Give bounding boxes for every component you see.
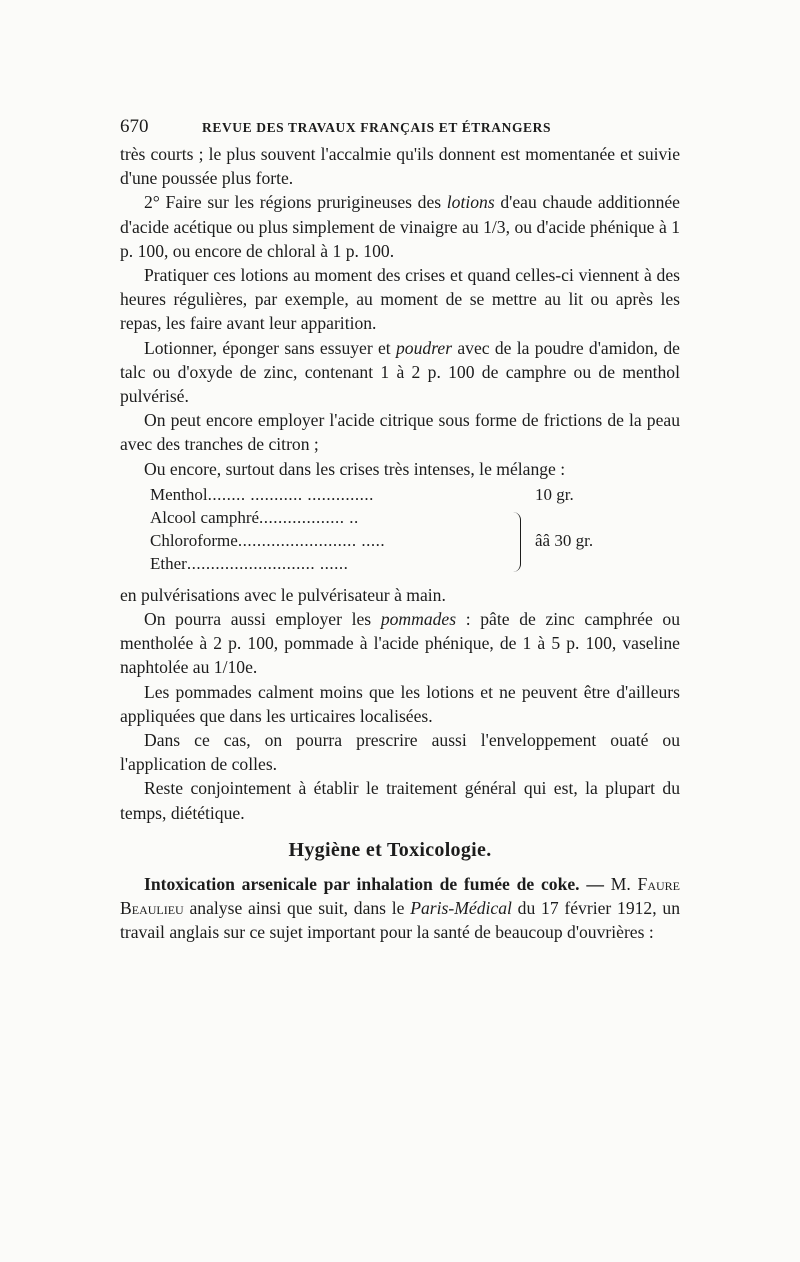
paragraph-9: Les pommades calment moins que les lotions et ne peuvent être d'ailleurs appliquées que dans les urticaires localisées. [120,681,680,726]
journal-title: Paris-Médical [410,898,512,919]
running-title: REVUE DES TRAVAUX FRANÇAIS ET ÉTRANGERS [202,120,552,135]
text-run: du 17 février 1912, un travail anglais sur ce sujet important pour la santé de beaucoup d'ouvrières : [120,898,680,943]
emphasis-poudrer: poudrer [396,337,453,358]
text-run: Lotionner, éponger sans essuyer et [144,337,396,358]
section-heading: Hygiène et Toxicologie. [288,838,492,861]
emphasis-lotions: lotions [446,192,495,213]
paragraph-4 [120,336,680,409]
text-run: M. [603,873,638,894]
grouping-brace [513,512,521,572]
shared-quantity: ââ 30 gr. [535,530,594,550]
leader-dots: ........................... ...... [186,553,349,573]
leader-dots: ........ ........... .............. [207,484,374,504]
paragraph-2 [120,190,680,263]
author-name: Beaulieu [120,898,184,919]
text-run: 2° Faire sur les régions prurigineuses des [144,192,447,213]
paragraph-5: On peut encore employer l'acide citrique sous forme de frictions de la peau avec des tranches de citron ; [120,410,680,455]
prescription-formula [120,483,680,581]
text-run: On pourra aussi employer les [144,609,381,630]
leader-dots: ......................... ..... [237,530,386,550]
paragraph-1: très courts ; le plus souvent l'accalmie qu'ils donnent est momentanée et suivie d'une poussée plus forte. [120,144,680,189]
formula-row [150,483,374,507]
paragraph-11: Reste conjointement à établir le traitement général qui est, la plupart du temps, diététique. [120,778,680,823]
article-title: Intoxication arsenicale par inhalation de fumée de coke. — [144,873,604,894]
text-run: : pâte de zinc camphrée ou mentholée à 2 p. 100, pommade à l'acide phénique, de 1 à 5 p. 100, vaseline naphtolée au 1/10e. [120,609,680,678]
ingredient-name: Menthol [150,484,208,504]
text-run: analyse ainsi que suit, dans le [183,898,411,919]
emphasis-pommades: pommades [380,609,457,630]
page [120,116,680,944]
ingredient-name: Chloroforme [150,530,238,550]
paragraph-7: en pulvérisations avec le pulvérisateur à main. [120,584,446,605]
paragraph-6: Ou encore, surtout dans les crises très intenses, le mélange : [144,458,566,479]
text-run: avec de la poudre d'amidon, de talc ou d'oxyde de zinc, contenant 1 à 2 p. 100 de camphre ou de menthol pulvérisé. [120,337,680,407]
running-header [120,116,680,142]
article-paragraph [120,872,680,945]
formula-row [150,529,385,553]
ingredient-name: Alcool camphré [150,507,260,527]
author-name: Faure [637,873,680,894]
page-number: 670 [120,116,149,137]
paragraph-10: Dans ce cas, on pourra prescrire aussi l'enveloppement ouaté ou l'application de colles. [120,730,680,775]
paragraph-3: Pratiquer ces lotions au moment des crises et quand celles-ci viennent à des heures régulières, par exemple, au moment de se mettre au lit ou après les repas, les faire avant leur apparition. [120,265,680,334]
text-run: d'eau chaude additionnée d'acide acétique ou plus simplement de vinaigre au 1/3, ou d'acide phénique à 1 p. 100, ou encore de chloral à 1 p. 100. [120,192,680,261]
ingredient-quantity: 10 gr. [535,484,574,504]
paragraph-8 [120,607,680,680]
ingredient-name: Ether [150,553,187,573]
formula-row [150,552,348,576]
formula-row [150,506,359,530]
leader-dots: .................. .. [259,507,359,527]
